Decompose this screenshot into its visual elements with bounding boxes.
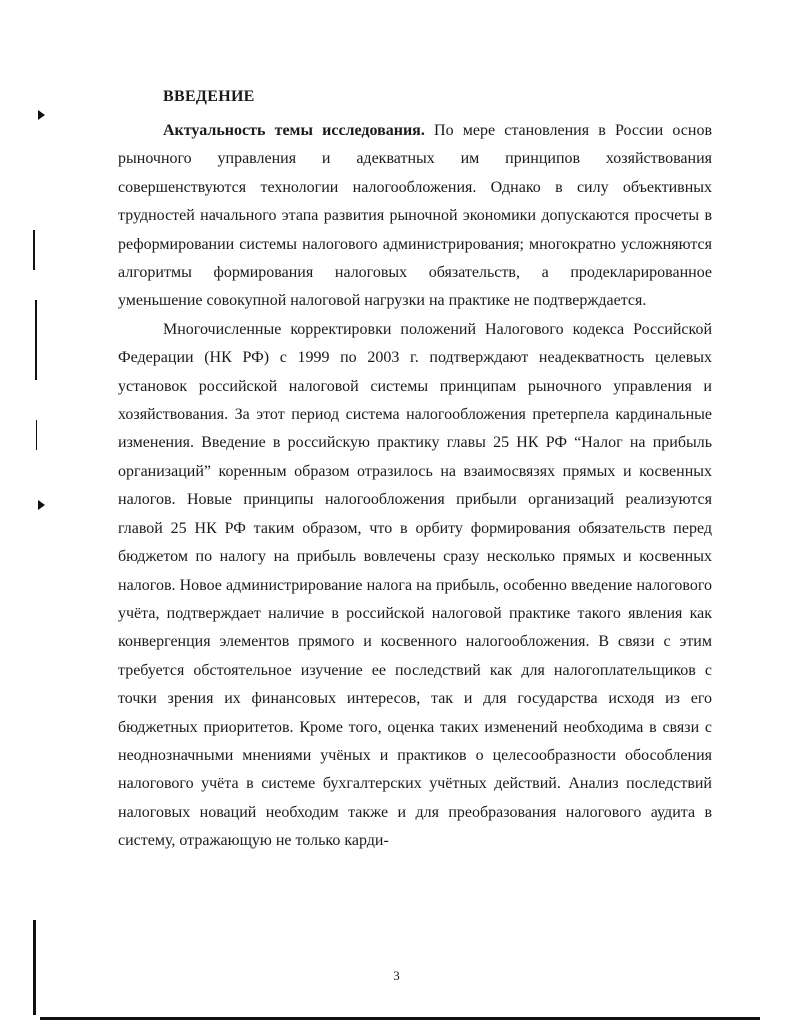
scan-bottom-edge	[40, 1017, 760, 1020]
paragraph-relevance	[118, 117, 712, 316]
paragraph-text: По мере становления в России основ рыночного управления и адекватных им принципов хозяйствования совершенствуются технологии налогообложения. Однако в силу объективных трудностей начального этапа развития рыночной экономики допускаются просчеты в реформировании системы налогового администрирования; многократно усложняются алгоритмы формирования налоговых обязательств, а продекларированное уменьшение совокупной налоговой нагрузки на практике не подтверждается.	[118, 122, 712, 310]
scan-bullet-mark	[38, 500, 45, 510]
scan-bullet-mark	[38, 110, 45, 120]
scan-edge-line	[36, 420, 37, 450]
paragraph-tax-code: Многочисленные корректировки положений Налогового кодекса Российской Федерации (НК РФ) с 1999 по 2003 г. подтверждают неадекватность целевых установок российской налоговой системы принципам рыночного управления и хозяйствования. За этот период система налогообложения претерпела кардинальные изменения. Введение в российскую практику главы 25 НК РФ “Налог на прибыль организаций” коренным образом отразилось на взаимосвязях прямых и косвенных налогов. Новые принципы налогообложения прибыли организаций реализуются главой 25 НК РФ таким образом, что в орбиту формирования обязательств перед бюджетом по налогу на прибыль вовлечены сразу несколько прямых и косвенных налогов. Новое администрирование налога на прибыль, особенно введение налогового учёта, подтверждает наличие в российской налоговой практике такого явления как конвергенция элементов прямого и косвенного налогообложения. В связи с этим требуется обстоятельное изучение ее последствий как для налогоплательщиков с точки зрения их финансовых интересов, так и для государства исходя из его бюджетных приоритетов. Кроме того, оценка таких изменений необходима в связи с неоднозначными мнениями учёных и практиков о целесообразности обособления налогового учёта в системе бухгалтерских учётных действий. Анализ последствий налоговых новаций необходим также и для преобразования налогового аудита в систему, отражающую не только карди-	[118, 320, 712, 850]
body-text	[118, 117, 712, 856]
page-number: 3	[393, 968, 400, 983]
paragraph-lead: Актуальность темы исследования.	[163, 122, 425, 139]
scan-edge-line	[33, 230, 35, 270]
section-heading: ВВЕДЕНИЕ	[163, 88, 255, 105]
scan-edge-line	[35, 300, 37, 380]
